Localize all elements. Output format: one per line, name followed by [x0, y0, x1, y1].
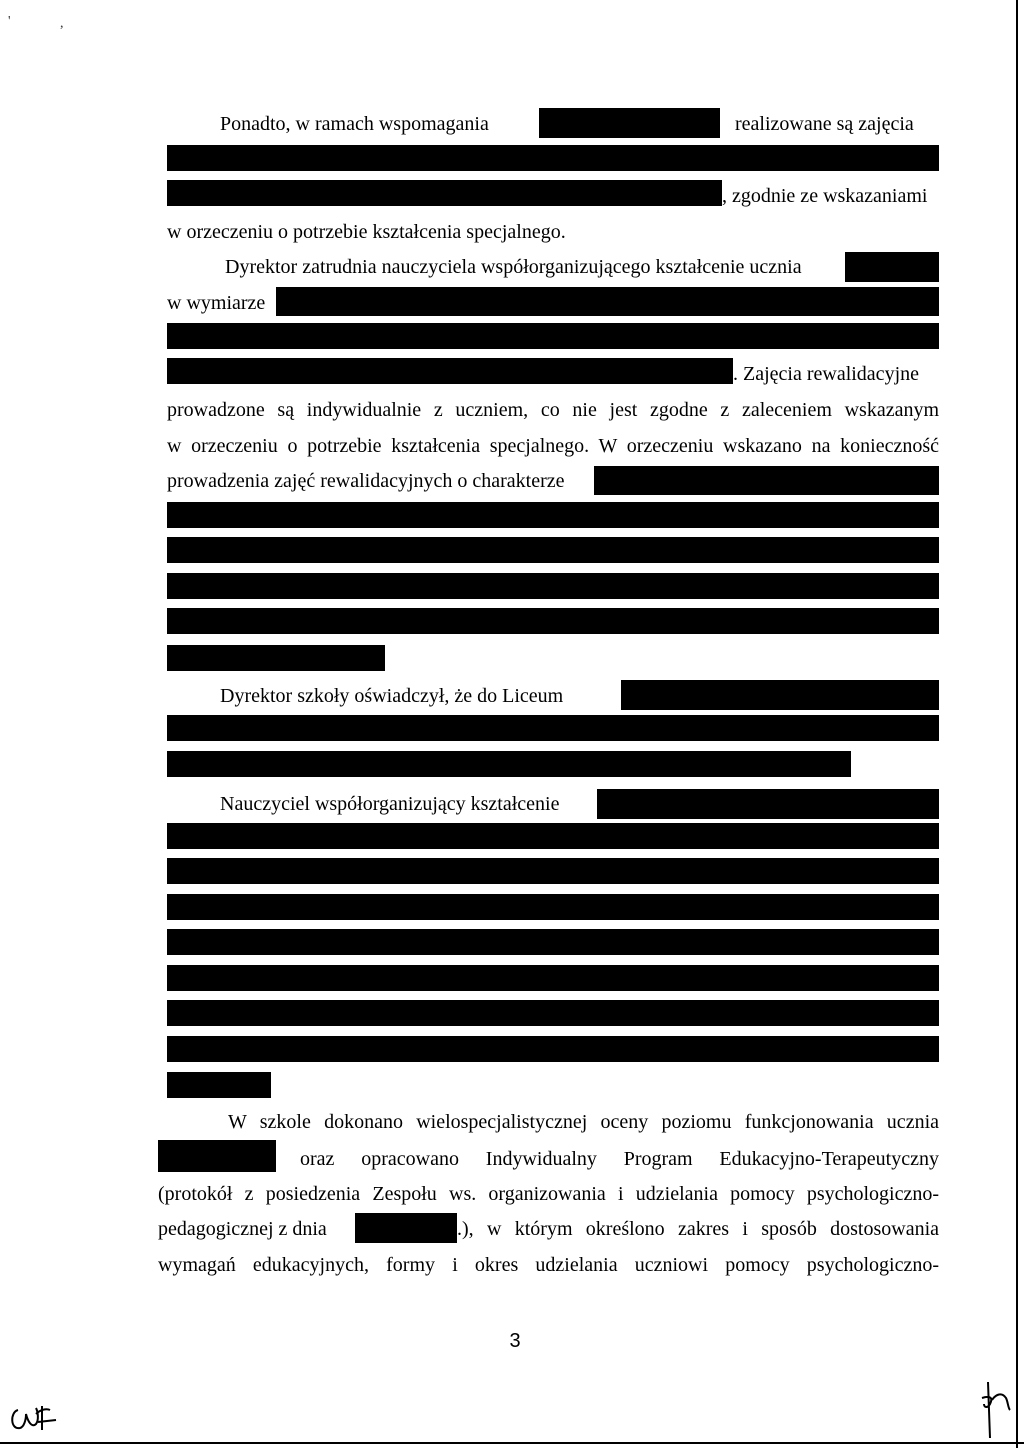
scan-speck: ' [8, 14, 11, 29]
p2-line6: w orzeczeniu o potrzebie kształcenia specjalnego. W orzeczeniu wskazano na konieczność [167, 435, 939, 457]
p2-line1: Dyrektor zatrudnia nauczyciela współorganizującego kształcenie ucznia [225, 256, 802, 278]
p2-line7: prowadzenia zajęć rewalidacyjnych o charakterze [167, 470, 565, 492]
redaction-block [621, 680, 939, 710]
redaction-block [167, 1036, 939, 1062]
redaction-block [167, 323, 939, 349]
page-number: 3 [509, 1330, 521, 1352]
handwritten-initials-right [978, 1378, 1018, 1440]
redaction-block [355, 1213, 457, 1243]
scan-border-right [1016, 0, 1018, 1448]
redaction-block [167, 894, 939, 920]
p2-line4-end: . Zajęcia rewalidacyjne [733, 363, 919, 385]
redaction-block [597, 789, 939, 819]
redaction-block [167, 751, 851, 777]
p5-line3: (protokół z posiedzenia Zespołu ws. organizowania i udzielania pomocy psychologiczno- [158, 1183, 939, 1205]
redaction-block [594, 466, 939, 495]
p2-line5: prowadzone są indywidualnie z uczniem, co nie jest zgodne z zaleceniem wskazanym [167, 399, 939, 421]
redaction-block [167, 502, 939, 528]
p2-line2: w wymiarze [167, 292, 266, 314]
redaction-block [167, 608, 939, 634]
p1-line4: w orzeczeniu o potrzebie kształcenia specjalnego. [167, 221, 566, 243]
p1-line1-start: Ponadto, w ramach wspomagania [220, 113, 489, 135]
redaction-block [276, 287, 939, 316]
redaction-block [167, 180, 722, 206]
redaction-block [167, 715, 939, 741]
redaction-block [167, 358, 733, 384]
redaction-block [167, 645, 385, 671]
scan-speck: , [60, 16, 64, 31]
handwritten-initials-left [8, 1398, 68, 1438]
redaction-block [167, 858, 939, 884]
redaction-block [167, 145, 939, 171]
p1-line1-end: realizowane są zajęcia [735, 113, 914, 135]
p5-line1: W szkole dokonano wielospecjalistycznej oceny poziomu funkcjonowania ucznia [228, 1111, 939, 1133]
redaction-block [167, 537, 939, 563]
p5-line2: oraz opracowano Indywidualny Program Edukacyjno-Terapeutyczny [300, 1148, 939, 1170]
p3-line1: Dyrektor szkoły oświadczył, że do Liceum [220, 685, 564, 707]
p1-line3-end: , zgodnie ze wskazaniami [722, 185, 928, 207]
p5-line4-start: pedagogicznej z dnia [158, 1218, 327, 1240]
redaction-block [167, 823, 939, 849]
redaction-block [167, 929, 939, 955]
redaction-block [167, 1072, 271, 1098]
p5-line5: wymagań edukacyjnych, formy i okres udzielania uczniowi pomocy psychologiczno- [158, 1254, 939, 1276]
p4-line1: Nauczyciel współorganizujący kształcenie [220, 793, 560, 815]
redaction-block [167, 573, 939, 599]
redaction-block [167, 965, 939, 991]
redaction-block [845, 252, 939, 282]
scan-border-bottom [0, 1442, 1024, 1444]
redaction-block [167, 1000, 939, 1026]
redaction-block [539, 108, 720, 138]
redaction-block [158, 1140, 276, 1172]
p5-line4-end: .), w którym określono zakres i sposób dostosowania [457, 1218, 939, 1240]
